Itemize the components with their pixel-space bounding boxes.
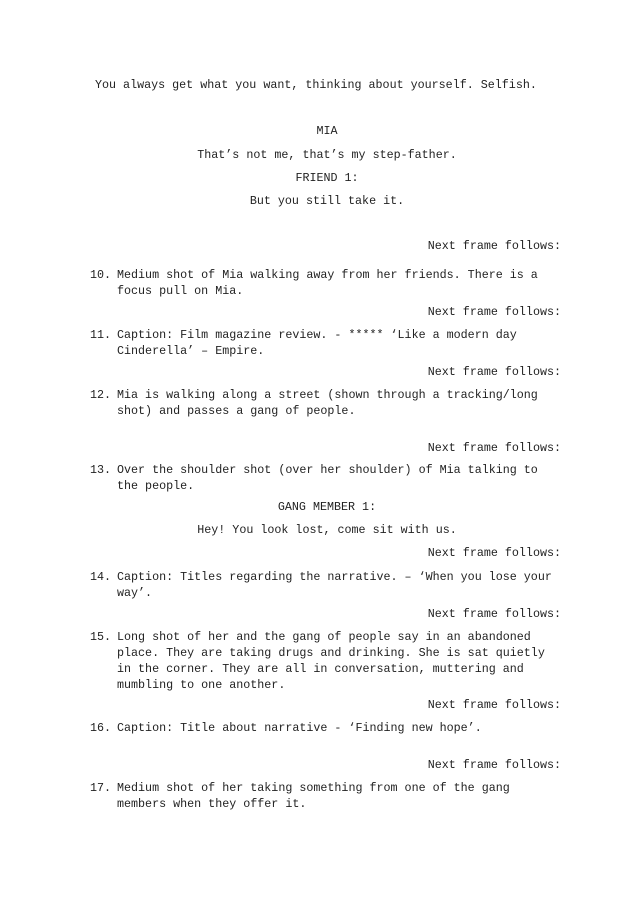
next-frame-label: Next frame follows: xyxy=(427,441,561,455)
frame-description-line: in the corner. They are all in conversation, muttering and xyxy=(117,662,524,676)
frame-number: 12. xyxy=(90,388,112,402)
frame-description-line: the people. xyxy=(117,479,195,493)
dialogue-line-opening: You always get what you want, thinking about yourself. Selfish. xyxy=(95,78,537,92)
frame-description-line: Cinderella’ – Empire. xyxy=(117,344,265,358)
frame-description-line: Caption: Film magazine review. - ***** ‘Like a modern day xyxy=(117,328,517,342)
next-frame-label: Next frame follows: xyxy=(427,698,561,712)
frame-number: 10. xyxy=(90,268,112,282)
dialogue-line-friend: But you still take it. xyxy=(249,194,405,208)
next-frame-label: Next frame follows: xyxy=(427,305,561,319)
frame-description-line: Medium shot of Mia walking away from her friends. There is a xyxy=(117,268,538,282)
frame-description-line: Caption: Title about narrative - ‘Finding new hope’. xyxy=(117,721,482,735)
frame-description-line: way’. xyxy=(117,586,153,600)
character-name-mia: MIA xyxy=(316,124,338,138)
dialogue-line-mia: That’s not me, that’s my step-father. xyxy=(197,148,457,162)
next-frame-label: Next frame follows: xyxy=(427,365,561,379)
frame-description-line: focus pull on Mia. xyxy=(117,284,244,298)
frame-description-line: Mia is walking along a street (shown through a tracking/long xyxy=(117,388,538,402)
next-frame-label: Next frame follows: xyxy=(427,546,561,560)
character-name-gang-member: GANG MEMBER 1: xyxy=(277,500,377,514)
character-name-friend: FRIEND 1: xyxy=(295,171,359,185)
frame-number: 17. xyxy=(90,781,112,795)
next-frame-label: Next frame follows: xyxy=(427,758,561,772)
frame-description-line: members when they offer it. xyxy=(117,797,307,811)
frame-number: 13. xyxy=(90,463,112,477)
frame-number: 14. xyxy=(90,570,112,584)
frame-description-line: Long shot of her and the gang of people say in an abandoned xyxy=(117,630,531,644)
frame-description-line: Medium shot of her taking something from one of the gang xyxy=(117,781,510,795)
frame-description-line: mumbling to one another. xyxy=(117,678,286,692)
frame-description-line: place. They are taking drugs and drinking. She is sat quietly xyxy=(117,646,545,660)
dialogue-line-gang-member: Hey! You look lost, come sit with us. xyxy=(197,523,457,537)
frame-description-line: shot) and passes a gang of people. xyxy=(117,404,356,418)
frame-number: 15. xyxy=(90,630,112,644)
next-frame-label: Next frame follows: xyxy=(427,607,561,621)
frame-number: 16. xyxy=(90,721,112,735)
next-frame-label: Next frame follows: xyxy=(427,239,561,253)
frame-description-line: Caption: Titles regarding the narrative. – ‘When you lose your xyxy=(117,570,552,584)
frame-number: 11. xyxy=(90,328,112,342)
frame-description-line: Over the shoulder shot (over her shoulder) of Mia talking to xyxy=(117,463,538,477)
